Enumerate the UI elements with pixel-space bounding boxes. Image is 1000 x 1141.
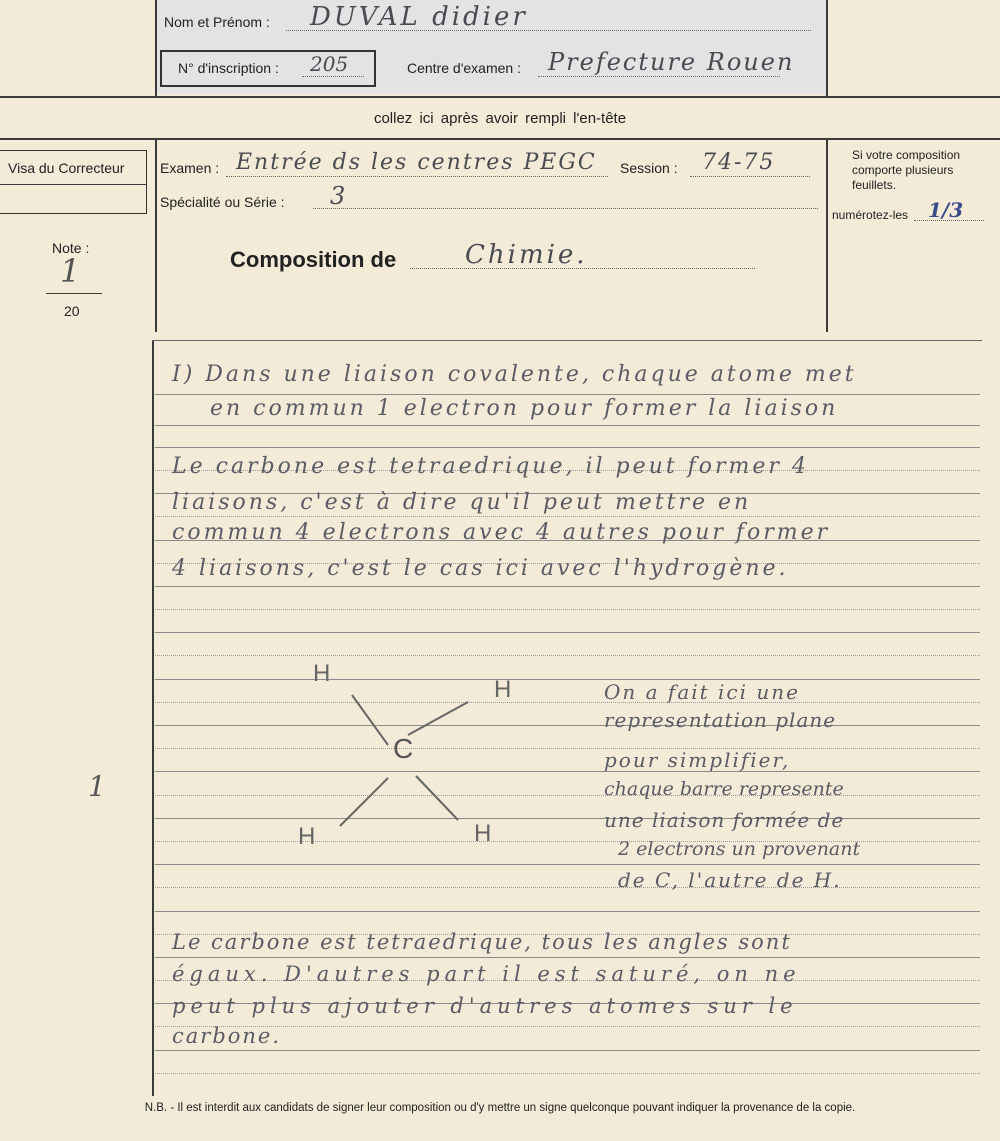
composition-value: Chimie. <box>465 240 588 270</box>
answer-line-3: Le carbone est tetraedrique, il peut former 4 <box>172 454 809 479</box>
conclusion-line-1: Le carbone est tetraedrique, tous les angles sont <box>172 930 792 954</box>
hydrogen-label-4: H <box>474 820 492 847</box>
explanation-line-7: de C, l'autre de H. <box>618 868 842 892</box>
answer-line-1: I) Dans une liaison covalente, chaque atome met <box>172 362 857 387</box>
numerotez-label: numérotez-les <box>832 208 909 222</box>
feuillets-line-1: Si votre composition <box>852 148 961 162</box>
note-fraction-bar <box>46 293 102 294</box>
note-value: 1 <box>60 252 81 290</box>
centre-value: Prefecture Rouen <box>548 48 795 76</box>
examen-label: Examen : <box>160 160 220 176</box>
explanation-line-2: representation plane <box>604 708 837 732</box>
answer-line-4: liaisons, c'est à dire qu'il peut mettre en <box>172 490 752 515</box>
bond-bottom-left <box>340 778 388 826</box>
note-denominator: 20 <box>64 303 80 319</box>
explanation-line-6: 2 electrons un provenant <box>618 838 861 860</box>
feuillet-number: 1/3 <box>928 198 964 222</box>
hydrogen-label-2: H <box>494 676 512 703</box>
conclusion-line-4: carbone. <box>172 1024 282 1048</box>
instruction-text: collez ici après avoir rempli l'en-tête <box>373 110 627 127</box>
examen-value: Entrée ds les centres PEGC <box>236 150 597 175</box>
conclusion-line-3: peut plus ajouter d'autres atomes sur le <box>172 994 798 1018</box>
explanation-line-3: pour simplifier, <box>604 748 791 772</box>
margin-mark: 1 <box>88 770 106 803</box>
conclusion-line-2: égaux. D'autres part il est saturé, on ne <box>172 962 801 986</box>
feuillets-instructions <box>852 148 986 193</box>
nom-label: Nom et Prénom : <box>164 14 270 30</box>
answer-line-2: en commun 1 electron pour former la liaison <box>210 396 839 421</box>
feuillets-line-3: feuillets. <box>852 178 897 192</box>
nom-value: DUVAL didier <box>310 2 528 32</box>
bond-top-right <box>408 702 468 735</box>
visa-label: Visa du Correcteur <box>8 160 125 176</box>
session-label: Session : <box>620 160 678 176</box>
composition-label: Composition de <box>230 247 397 272</box>
inscription-value: 205 <box>310 52 349 76</box>
explanation-line-5: une liaison formée de <box>604 808 845 832</box>
lower-header-rule <box>0 138 1000 140</box>
footer-notice: N.B. - Il est interdit aux candidats de signer leur composition ou d'y mettre un signe quelconque pouvant indiquer la provenance de la copie. <box>144 1102 856 1114</box>
explanation-line-4: chaque barre represente <box>604 778 844 800</box>
centre-label: Centre d'examen : <box>407 60 521 76</box>
answer-line-5: commun 4 electrons avec 4 autres pour former <box>172 520 831 545</box>
answer-line-6: 4 liaisons, c'est le cas ici avec l'hydrogène. <box>172 556 789 581</box>
session-value: 74-75 <box>702 150 776 175</box>
specialite-label: Spécialité ou Série : <box>160 194 285 210</box>
specialite-value: 3 <box>330 182 346 210</box>
explanation-line-1: On a fait ici une <box>604 680 800 704</box>
carbon-atom-label: C <box>393 733 414 764</box>
answer-left-margin <box>152 340 154 1096</box>
bond-top-left <box>352 695 388 745</box>
hydrogen-label-3: H <box>298 823 316 850</box>
feuillets-line-2: comporte plusieurs <box>852 163 954 177</box>
header-rule <box>0 96 1000 98</box>
hydrogen-label-1: H <box>313 660 331 687</box>
note-label: Note : <box>52 240 90 256</box>
inscription-label: N° d'inscription : <box>178 60 279 76</box>
bond-bottom-right <box>416 776 458 820</box>
